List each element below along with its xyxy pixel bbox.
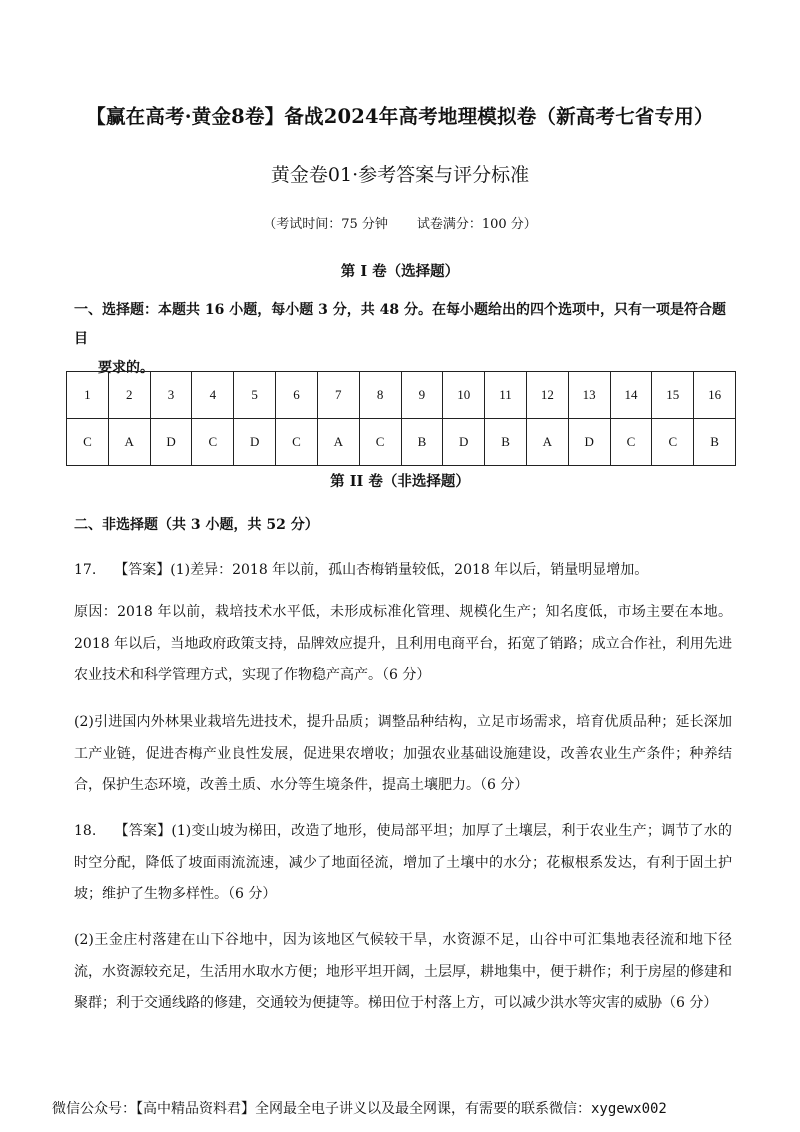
- footer-text: 微信公众号：【高中精品资料君】全网最全电子讲义以及最全网课，有需要的联系微信：: [52, 1101, 591, 1117]
- question-number-cell: 6: [276, 372, 318, 419]
- q18-answer-2: (2)王金庄村落建在山下谷地中，因为该地区气候较干旱，水资源不足，山谷中可汇集地表径流和地下径流，水资源较充足，生活用水取水方便；地形平坦开阔，土层厚，耕地集中，便于耕作；利于房屋的修建和聚群；利于交通线路的修建，交通较为便捷等。梯田位于村落上方，可以减少洪水等灾害的威胁（6 分）: [74, 932, 732, 1011]
- q17-answer-2: (2)引进国内外林果业栽培先进技术，提升品质；调整品种结构，立足市场需求，培育优质品种；延长深加工产业链，促进杏梅产业良性发展，促进果农增收；加强农业基础设施建设，改善农业生产条件；种养结合，保护生态环境，改善土质、水分等生境条件，提高土壤肥力。（6 分）: [74, 714, 732, 793]
- part1-heading-line2: 要求的。: [98, 360, 154, 376]
- question-number-cell: 10: [443, 372, 485, 419]
- q17-answer-1-text: 【答案】(1)差异：2018 年以前，孤山杏梅销量较低，2018 年以后，销量明显增加。: [114, 562, 649, 578]
- answer-cell: D: [234, 419, 276, 466]
- answer-cell: C: [192, 419, 234, 466]
- question-number-cell: 5: [234, 372, 276, 419]
- footer-note: [52, 1098, 792, 1118]
- question-number-cell: 2: [108, 372, 150, 419]
- q17-number: 17.: [74, 562, 97, 578]
- exam-meta: [0, 213, 800, 232]
- q18-number: 18.: [74, 823, 97, 839]
- question-number-cell: 12: [526, 372, 568, 419]
- answer-cell: A: [317, 419, 359, 466]
- answer-table: [66, 371, 736, 466]
- question-number-cell: 9: [401, 372, 443, 419]
- answer-cell: D: [568, 419, 610, 466]
- question-number-cell: 1: [67, 372, 109, 419]
- part1-title: 第 I 卷（选择题）: [340, 263, 460, 280]
- answer-cell: B: [401, 419, 443, 466]
- q18-answer-1: [74, 816, 732, 911]
- part1-heading: [74, 296, 734, 383]
- question-number-cell: 7: [317, 372, 359, 419]
- answer-cell: C: [67, 419, 109, 466]
- answer-cell: D: [443, 419, 485, 466]
- answer-cell: C: [276, 419, 318, 466]
- question-number-cell: 3: [150, 372, 192, 419]
- question-number-cell: 11: [485, 372, 527, 419]
- answer-cell: C: [652, 419, 694, 466]
- question-number-cell: 13: [568, 372, 610, 419]
- q17-answer-1: [74, 555, 732, 587]
- answer-cell: B: [694, 419, 736, 466]
- answer-cell: A: [108, 419, 150, 466]
- answer-cell: A: [526, 419, 568, 466]
- answer-cell: C: [610, 419, 652, 466]
- answer-cell: D: [150, 419, 192, 466]
- q18-answer-1-text: 【答案】(1)变山坡为梯田，改造了地形，使局部平坦；加厚了土壤层，利于农业生产；调节了水的时空分配，降低了坡面雨流流速，减少了地面径流，增加了土壤中的水分；花椒根系发达，有利于固土护坡；维护了生物多样性。（6 分）: [74, 823, 732, 902]
- part2-title: 第 II 卷（非选择题）: [330, 473, 470, 490]
- question-number-cell: 16: [694, 372, 736, 419]
- footer-wechat-id: xygewx002: [591, 1101, 667, 1117]
- page-subtitle: 黄金卷01·参考答案与评分标准: [270, 164, 530, 186]
- answer-cell: C: [359, 419, 401, 466]
- answer-cell: B: [485, 419, 527, 466]
- question-number-cell: 8: [359, 372, 401, 419]
- question-number-cell: 14: [610, 372, 652, 419]
- part2-heading: 二、非选择题（共 3 小题，共 52 分）: [74, 517, 319, 533]
- part1-heading-line1: 一、选择题：本题共 16 小题，每小题 3 分，共 48 分。在每小题给出的四个选项中，只有一项是符合题目: [74, 302, 726, 347]
- answer-table-answer-row: [67, 419, 736, 466]
- page-title: 【赢在高考·黄金8卷】备战2024年高考地理模拟卷（新高考七省专用）: [86, 105, 714, 128]
- q17-answer-reason: 原因：2018 年以前，栽培技术水平低，未形成标准化管理、规模化生产；知名度低，市场主要在本地。2018 年以后，当地政府政策支持，品牌效应提升，且利用电商平台，拓宽了销路；成立合作社，利用先进农业技术和科学管理方式，实现了作物稳产高产。（6 分）: [74, 604, 732, 683]
- question-number-cell: 15: [652, 372, 694, 419]
- answer-table-number-row: [67, 372, 736, 419]
- question-number-cell: 4: [192, 372, 234, 419]
- exam-time: （考试时间：75 分钟: [263, 217, 388, 232]
- full-score: 试卷满分：100 分）: [416, 217, 537, 232]
